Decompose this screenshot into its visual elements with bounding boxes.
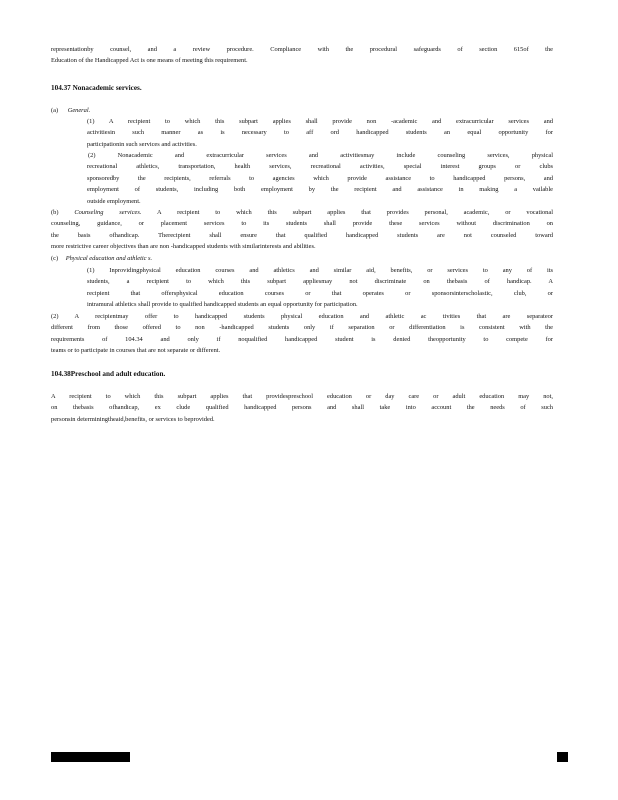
text-line: personsin determiningtheaid,benefits, or services to beprovided. [51, 415, 215, 423]
text-line: activitiesin such manner as is necessary to aff ord handicapped students an equal opportunity for [87, 129, 553, 137]
paragraph-a1 [51, 116, 553, 150]
text-line: recipient that offersphysical education courses or that operates or sponsorsinterscholastic, club, or [87, 289, 553, 297]
text-line: (1) A recipient to which this subpart applies shall provide non -academic and extracurricular services and [87, 118, 553, 125]
intro-paragraph [51, 44, 553, 67]
paragraph-a2 [51, 150, 553, 207]
footer-right-redaction-bar [557, 752, 568, 762]
paragraph-c2 [51, 311, 553, 357]
text-line: requirements of 104.34 and only if noqualified handicapped student is denied theopportunity to compete for [51, 335, 553, 343]
text-line: different from those offered to non -handicapped students only if separation or differentiation is consistent with the [51, 324, 553, 332]
text-line: (2) Nonacademic and extracurricular services and activitiesmay include counseling services, physical [88, 152, 553, 159]
text-line: (2) A recipientmay offer to handicapped students physical education and athletic ac tivities that are separateor [51, 313, 553, 320]
text-line: representationby counsel, and a review procedure. Compliance with the procedural safeguards of section 615of the [51, 46, 553, 53]
text-line: the basis ofhandicap. Therecipient shall ensure that qualified handicapped students are not counseled toward [51, 231, 553, 239]
subsection-title: Counseling services. [74, 209, 142, 216]
subsection-title: Physical education and athletic s. [65, 255, 153, 262]
text-line: counseling, guidance, or placement services to its students shall provide these services without discrimination on [51, 220, 553, 228]
text-line: (1) Inprovidingphysical education courses and athletics and similar aid, benefits, or services to any of its [87, 267, 553, 274]
section-heading-104-37: 104.37 Nonacademic services. [51, 84, 142, 92]
text-line: sponsoredby the recipients, referrals to agencies which provide assistance to handicapped persons, and [87, 174, 553, 182]
text-line: on thebasis ofhandicap, ex clude qualified handicapped persons and shall take into account the needs of such [51, 404, 553, 412]
subsection-label: (b) [51, 209, 59, 216]
text-line: participationin such services and activities. [87, 140, 197, 148]
text-line: recreational athletics, transportation, health services, recreational activities, special interest groups or clubs [87, 163, 553, 171]
subsection-b [51, 207, 553, 253]
text-line: more restrictive career objectives than are non -handicapped students with similarinterests and abilities. [51, 243, 316, 251]
section-heading-104-38: 104.38Preschool and adult education. [51, 370, 166, 378]
subsection-label: (a) [51, 107, 59, 114]
text-line: Education of the Handicapped Act is one means of meeting this requirement. [51, 57, 248, 65]
subsection-c-heading [51, 253, 553, 264]
subsection-label: (c) [51, 255, 59, 262]
text-line: A recipient to which this subpart applies that provides personal, academic, or vocational [156, 209, 553, 216]
text-line: intramural athletics shall provide to qualified handicapped students an equal opportunity for participation. [87, 301, 358, 309]
paragraph-104-38 [51, 391, 553, 425]
text-line: students, a recipient to which this subpart appliesmay not discriminate on thebasis of handicap. A [87, 278, 553, 286]
text-line: A recipient to which this subpart applies that providespreschool education or day care or adult education may not, [51, 393, 553, 400]
subsection-a-heading [51, 105, 553, 116]
text-line: outside employment. [87, 197, 141, 205]
text-line: employment of students, including both employment by the recipient and assistance in making a vailable [87, 186, 553, 194]
text-line: teams or to participate in courses that are not separate or different. [51, 347, 221, 355]
footer-left-redaction-bar [51, 752, 130, 762]
subsection-title: General. [67, 107, 91, 114]
paragraph-c1 [51, 265, 553, 311]
